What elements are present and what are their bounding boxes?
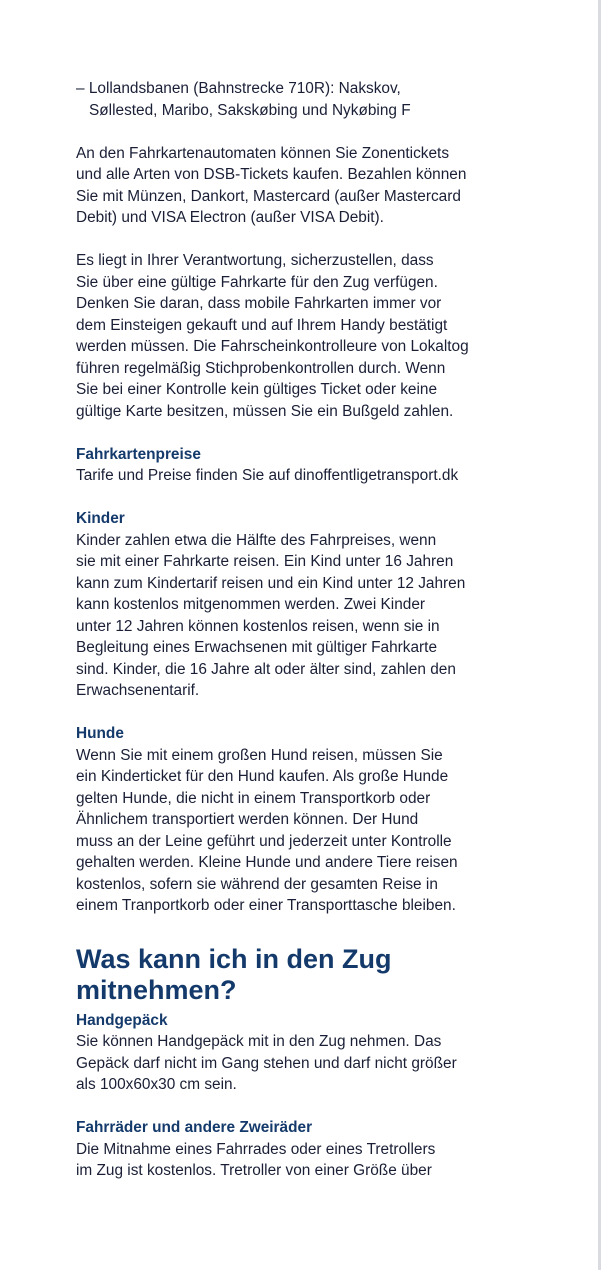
text-line: als 100x60x30 cm sein. (76, 1076, 237, 1093)
text-line: muss an der Leine geführt und jederzeit unter Kontrolle (76, 832, 452, 850)
luggage-section-title (76, 944, 546, 1006)
text-line: Denken Sie daran, dass mobile Fahrkarten immer vor (76, 295, 442, 312)
bicycles-heading: Fahrräder und andere Zweiräder (76, 1119, 313, 1136)
text-line: führen regelmäßig Stichprobenkontrollen durch. Wenn (76, 359, 446, 377)
text-line: ein Kinderticket für den Hund kaufen. Als große Hunde (76, 768, 449, 785)
text-line: Kinder zahlen etwa die Hälfte des Fahrpreises, wenn (76, 531, 437, 549)
text-line: Tarife und Preise finden Sie auf dinoffentligetransport.dk (76, 467, 459, 484)
text-line: werden müssen. Die Fahrscheinkontrolleure von Lokaltog (76, 338, 469, 355)
text-line: und alle Arten von DSB-Tickets kaufen. Bezahlen können (76, 166, 467, 183)
text-line: Debit) und VISA Electron (außer VISA Debit). (76, 209, 384, 226)
text-line: Erwachsenentarif. (76, 682, 200, 699)
text-line: Sie können Handgepäck mit in den Zug nehmen. Das (76, 1033, 442, 1050)
bullet-line: – Lollandsbanen (Bahnstrecke 710R): Nakskov, (76, 80, 401, 97)
lollandsbanen-bullet (76, 78, 546, 121)
text-line: Ähnlichem transportiert werden können. Der Hund (76, 811, 419, 828)
text-line: sie mit einer Fahrkarte reisen. Ein Kind unter 16 Jahren (76, 553, 454, 570)
document-content (76, 78, 546, 1203)
text-line: Wenn Sie mit einem großen Hund reisen, müssen Sie (76, 746, 443, 764)
text-line: Es liegt in Ihrer Verantwortung, sicherzustellen, dass (76, 252, 434, 269)
dogs-section (76, 723, 546, 917)
bicycles-section (76, 1117, 546, 1182)
dogs-heading: Hunde (76, 725, 124, 742)
title-line: Was kann ich in den Zug (76, 943, 392, 974)
text-line: kann zum Kindertarif reisen und ein Kind unter 12 Jahren (76, 574, 466, 592)
text-line: Sie bei einer Kontrolle kein gültiges Ticket oder keine (76, 381, 438, 398)
text-line: Begleitung eines Erwachsenen mit gültiger Fahrkarte (76, 639, 438, 656)
text-line: einem Tranportkorb oder einer Transporttasche bleiben. (76, 897, 456, 914)
title-line: mitnehmen? (76, 974, 237, 1005)
text-line: Sie über eine gültige Fahrkarte für den Zug verfügen. (76, 273, 438, 291)
responsibility-paragraph (76, 250, 546, 422)
hand-luggage-section (76, 1010, 546, 1096)
text-line: kostenlos, sofern sie während der gesamten Reise in (76, 875, 438, 893)
text-line: im Zug ist kostenlos. Tretroller von einer Größe über (76, 1162, 432, 1179)
text-line: gültige Karte besitzen, müssen Sie ein Bußgeld zahlen. (76, 402, 454, 420)
text-line: dem Einsteigen gekauft und auf Ihrem Handy bestätigt (76, 316, 448, 334)
text-line: Die Mitnahme eines Fahrrades oder eines Tretrollers (76, 1140, 436, 1158)
ticket-machines-paragraph (76, 143, 546, 229)
bullet-line: Søllested, Maribo, Sakskøbing und Nykøbing F (89, 101, 411, 119)
text-line: Gepäck darf nicht im Gang stehen und darf nicht größer (76, 1054, 457, 1072)
text-line: unter 12 Jahren können kostenlos reisen, wenn sie in (76, 617, 440, 635)
text-line: kann kostenlos mitgenommen werden. Zwei Kinder (76, 596, 426, 613)
children-section (76, 508, 546, 702)
hand-luggage-heading: Handgepäck (76, 1011, 168, 1029)
text-line: gehalten werden. Kleine Hunde und andere Tiere reisen (76, 854, 458, 871)
fares-section (76, 444, 546, 487)
text-line: Sie mit Münzen, Dankort, Mastercard (außer Mastercard (76, 187, 461, 205)
children-heading: Kinder (76, 510, 125, 527)
text-line: An den Fahrkartenautomaten können Sie Zonentickets (76, 144, 450, 162)
text-line: sind. Kinder, die 16 Jahre alt oder älter sind, zahlen den (76, 660, 456, 678)
text-line: gelten Hunde, die nicht in einem Transportkorb oder (76, 789, 431, 807)
fares-heading: Fahrkartenpreise (76, 445, 201, 463)
